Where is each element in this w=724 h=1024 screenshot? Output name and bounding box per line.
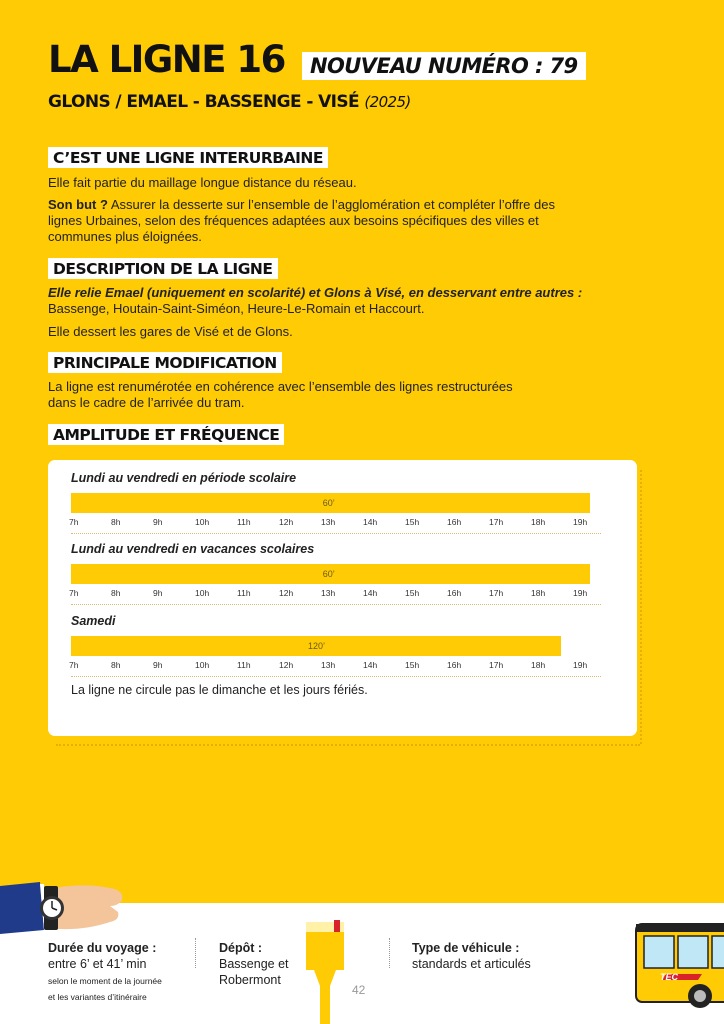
hour-tick-label: 19h [573, 660, 588, 670]
hour-tick-label: 14h [363, 588, 378, 598]
duration-note-1: selon le moment de la journée [48, 976, 162, 986]
row-divider [71, 676, 601, 677]
section-title-interurbaine: C’EST UNE LIGNE INTERURBAINE [48, 147, 328, 168]
duration-title: Durée du voyage : [48, 941, 157, 955]
hour-tick-label: 18h [531, 517, 546, 527]
bus-illustration [632, 920, 724, 1010]
schedule-note: La ligne ne circule pas le dimanche et les jours fériés. [71, 683, 368, 697]
bus-icon [632, 920, 724, 1010]
footer-separator-1 [195, 938, 196, 968]
section-title-modification: PRINCIPALE MODIFICATION [48, 352, 282, 373]
hour-tick-label: 8h [111, 588, 121, 598]
interurbaine-p1: Elle fait partie du maillage longue distance du réseau. [48, 175, 357, 190]
hour-tick-label: 10h [195, 660, 210, 670]
hour-tick-label: 9h [153, 588, 163, 598]
hour-tick-label: 13h [321, 588, 336, 598]
hour-tick-label: 12h [279, 517, 294, 527]
hour-tick-label: 11h [237, 588, 251, 598]
frequency-label: 120’ [308, 641, 326, 651]
hour-tick-label: 14h [363, 517, 378, 527]
schedule-row-label: Lundi au vendredi en période scolaire [71, 471, 297, 485]
depot-title: Dépôt : [219, 941, 263, 955]
schedule-row-label: Lundi au vendredi en vacances scolaires [71, 542, 315, 556]
duration-block [48, 940, 162, 1004]
hour-tick-label: 17h [489, 660, 504, 670]
hour-tick-label: 15h [405, 517, 420, 527]
page-number: 42 [352, 983, 366, 997]
hour-tick-label: 13h [321, 517, 336, 527]
frequency-label: 60’ [322, 498, 335, 508]
duration-note-2: et les variantes d’itinéraire [48, 992, 147, 1002]
depot-block [219, 940, 289, 988]
modification-p1: La ligne est renumérotée en cohérence avec l’ensemble des lignes restructurées dans le cadre de l’arrivée du tram. [48, 379, 513, 410]
hour-tick-label: 18h [531, 588, 546, 598]
hour-tick-label: 8h [111, 660, 121, 670]
hour-tick-label: 16h [447, 660, 462, 670]
hour-tick-label: 9h [153, 660, 163, 670]
bus-logo: TEC [660, 972, 678, 982]
section-title-amplitude: AMPLITUDE ET FRÉQUENCE [48, 424, 284, 445]
hour-tick-label: 10h [195, 517, 210, 527]
interurbaine-p2 [48, 197, 568, 245]
paintbrush-icon [302, 916, 348, 1024]
route-name: GLONS / EMAEL - BASSENGE - VISÉ [48, 92, 360, 112]
depot-line-2: Robermont [219, 973, 281, 987]
vehicle-block [412, 940, 531, 972]
description-p1 [48, 285, 628, 317]
hour-tick-label: 14h [363, 660, 378, 670]
route-subtitle [48, 92, 411, 112]
hour-tick-label: 19h [573, 588, 588, 598]
card-shadow-bottom [56, 744, 640, 746]
hour-tick-label: 10h [195, 588, 210, 598]
schedule-row-label: Samedi [71, 614, 116, 628]
hour-tick-label: 16h [447, 588, 462, 598]
hour-tick-label: 18h [531, 660, 546, 670]
vehicle-value: standards et articulés [412, 957, 531, 971]
hour-tick-label: 15h [405, 660, 420, 670]
vehicle-title: Type de véhicule : [412, 941, 520, 955]
row-divider [71, 533, 601, 534]
hour-tick-label: 11h [237, 517, 251, 527]
hour-tick-label: 12h [279, 588, 294, 598]
hour-tick-label: 19h [573, 517, 588, 527]
hour-tick-label: 8h [111, 517, 121, 527]
hour-tick-label: 9h [153, 517, 163, 527]
hour-tick-label: 16h [447, 517, 462, 527]
description-intro: Elle relie Emael (uniquement en scolarité) et Glons à Visé, en desservant entre autres : [48, 285, 583, 300]
hour-tick-label: 7h [69, 517, 79, 527]
depot-line-1: Bassenge et [219, 957, 289, 971]
frequency-label: 60’ [322, 569, 335, 579]
row-divider [71, 604, 601, 605]
hour-tick-label: 12h [279, 660, 294, 670]
description-p2: Elle dessert les gares de Visé et de Glons. [48, 324, 293, 339]
route-year: (2025) [364, 93, 411, 111]
duration-value: entre 6’ et 41’ min [48, 957, 147, 971]
new-number-badge: NOUVEAU NUMÉRO : 79 [302, 52, 586, 80]
hour-tick-label: 7h [69, 660, 79, 670]
hour-tick-label: 15h [405, 588, 420, 598]
hour-tick-label: 11h [237, 660, 251, 670]
goal-label: Son but ? [48, 197, 108, 212]
footer-separator-2 [389, 938, 390, 968]
goal-text: Assurer la desserte sur l’ensemble de l’agglomération et compléter l’offre des lignes Urbaines, selon des fréquences adaptées aux besoins spécifiques des villes et communes plus éloignées. [48, 197, 555, 244]
card-shadow-right [640, 470, 642, 744]
description-stops: Bassenge, Houtain-Saint-Siméon, Heure-Le-Romain et Haccourt. [48, 301, 425, 316]
hour-tick-label: 13h [321, 660, 336, 670]
page-title: LA LIGNE 16 [48, 38, 285, 81]
hour-tick-label: 17h [489, 588, 504, 598]
wristwatch-icon [0, 872, 128, 938]
section-title-description: DESCRIPTION DE LA LIGNE [48, 258, 278, 279]
hour-tick-label: 7h [69, 588, 79, 598]
hour-tick-label: 17h [489, 517, 504, 527]
